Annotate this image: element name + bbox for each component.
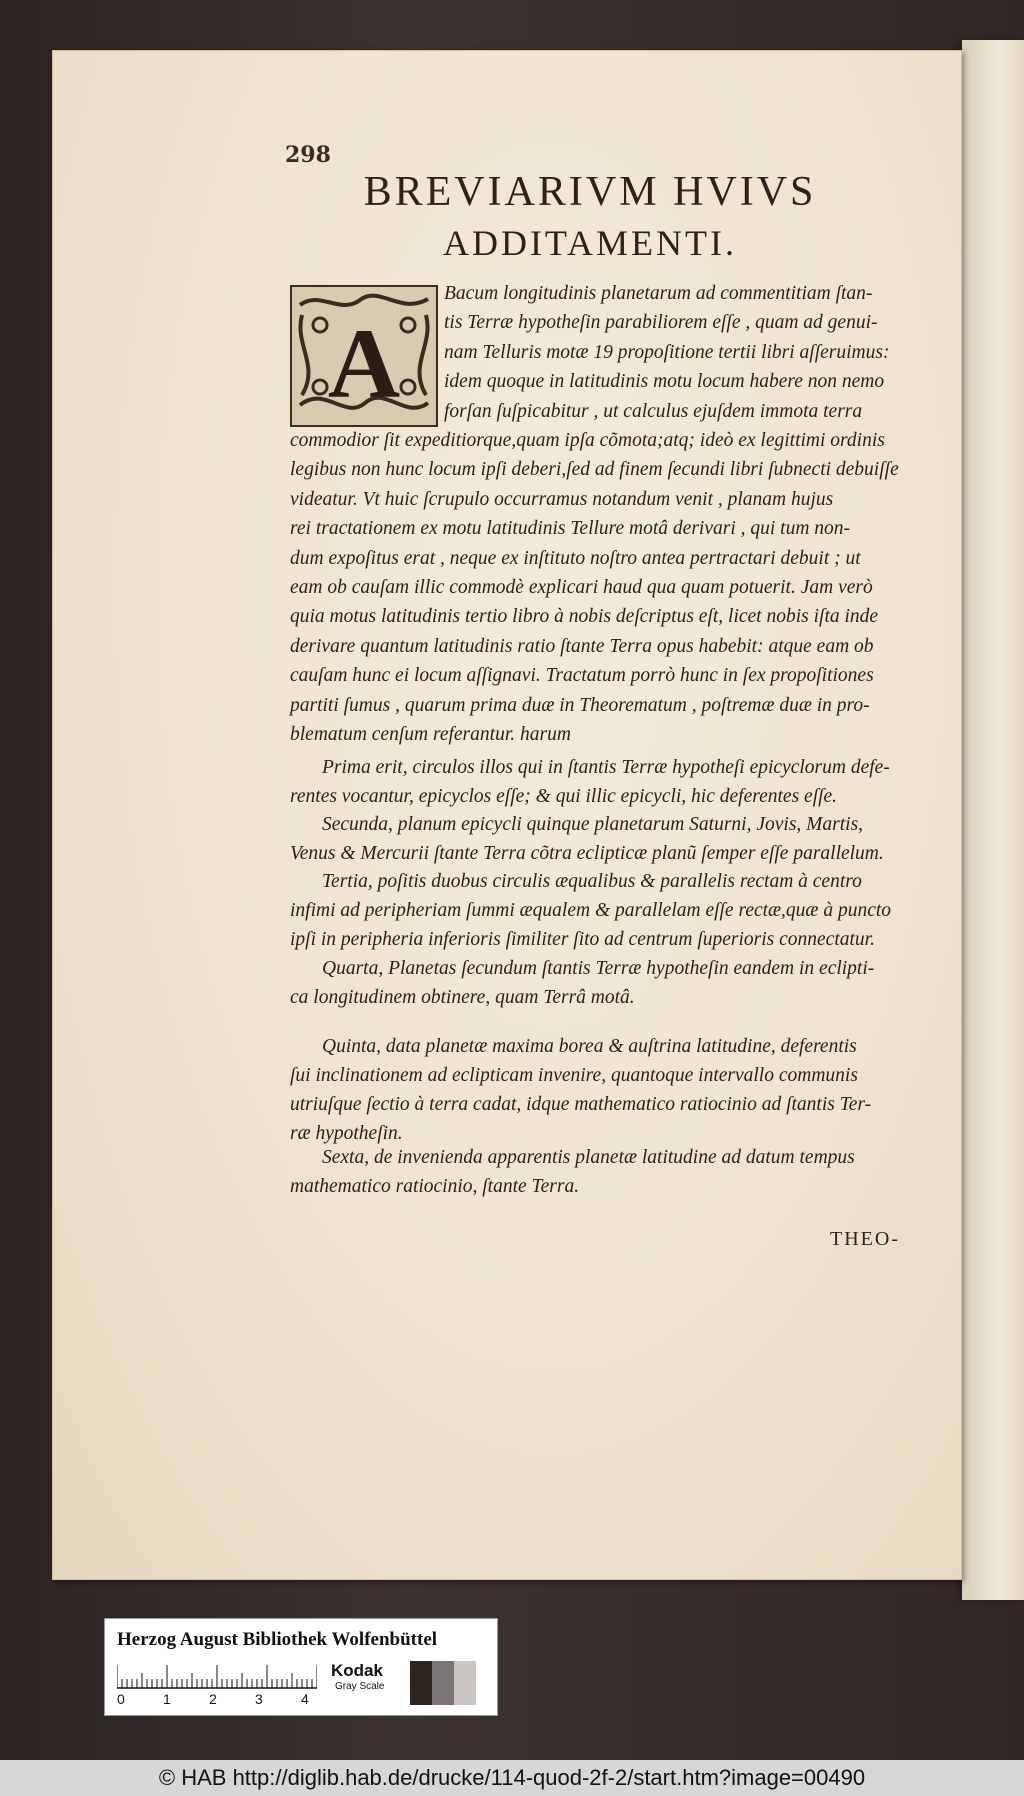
proposition-line: ca longitudinem obtinere, quam Terrâ motâ. xyxy=(290,987,635,1008)
proposition-line: Quinta, data planetæ maxima borea & auſtrina latitudine, deferentis xyxy=(322,1036,857,1057)
proposition-line: Venus & Mercurii ſtante Terra cõtra eclipticæ planũ ſemper eſſe parallelum. xyxy=(290,843,884,864)
text-line: dum expoſitus erat , neque ex inſtituto noſtro antea pertractari debuit ; ut xyxy=(290,547,861,569)
color-card xyxy=(104,1618,498,1716)
text-line: Bacum longitudinis planetarum ad commentitiam ſtan- xyxy=(444,283,873,304)
proposition-line: rentes vocantur, epicyclos eſſe; & qui illic epicycli, hic deferentes eſſe. xyxy=(290,786,838,807)
proposition-line: utriuſque ſectio à terra cadat, idque mathematico ratiocinio ad ſtantis Ter- xyxy=(290,1094,872,1115)
proposition-line: mathematico ratiocinio, ſtante Terra. xyxy=(290,1176,580,1197)
text-line: nam Telluris motæ 19 propoſitione tertii libri aſſeruimus: xyxy=(444,341,890,363)
decorated-initial xyxy=(290,285,438,427)
ruler-number: 0 xyxy=(117,1691,125,1707)
proposition-line: Secunda, planum epicycli quinque planetarum Saturni, Jovis, Martis, xyxy=(322,814,864,835)
proposition-line: Sexta, de invenienda apparentis planetæ latitudine ad datum tempus xyxy=(322,1147,855,1168)
text-line: cauſam hunc ei locum aſſignavi. Tractatum porrò hunc in ſex propoſitiones xyxy=(290,665,874,687)
proposition-line: Prima erit, circulos illos qui in ſtantis Terræ hypotheſi epicyclorum defe- xyxy=(322,757,890,778)
page-number: 298 xyxy=(285,142,331,168)
ruler-scale xyxy=(117,1661,317,1689)
text-line: quia motus latitudinis tertio libro à nobis deſcriptus eſt, licet nobis iſta inde xyxy=(290,606,879,628)
proposition-line: Tertia, poſitis duobus circulis æqualibus & parallelis rectam à centro xyxy=(322,871,862,892)
gray-swatch-light xyxy=(454,1661,476,1705)
ruler-number: 2 xyxy=(209,1691,217,1707)
page-title-line-1: BREVIARIVM HVIVS xyxy=(363,169,817,215)
library-name: Herzog August Bibliothek Wolfenbüttel xyxy=(117,1629,438,1650)
gray-swatch-mid xyxy=(432,1661,454,1705)
ruler-number: 3 xyxy=(255,1691,263,1707)
text-line: rei tractationem ex motu latitudinis Tellure motâ derivari , qui tum non- xyxy=(290,518,851,540)
footer-credit: © HAB http://diglib.hab.de/drucke/114-quod-2f-2/start.htm?image=00490 xyxy=(0,1760,1024,1796)
next-page-edge xyxy=(962,40,1024,1600)
text-line: partiti ſumus , quarum prima duæ in Theorematum , poſtremæ duæ in pro- xyxy=(290,694,870,716)
text-line: blematum cenſum referantur. harum xyxy=(290,724,571,745)
proposition-line: infimi ad peripheriam ſummi æqualem & parallelam eſſe rectæ,quæ à puncto xyxy=(290,900,892,921)
page-title-line-2: ADDITAMENTI. xyxy=(442,223,738,263)
proposition-line: ipſi in peripheria inferioris ſimiliter ſito ad centrum ſuperioris connectatur. xyxy=(290,929,875,950)
proposition-line: Quarta, Planetas ſecundum ſtantis Terræ hypotheſin eandem in eclipti- xyxy=(322,958,875,979)
proposition-line: ræ hypotheſin. xyxy=(290,1123,403,1144)
text-line: derivare quantum latitudinis ratio ſtante Terra opus habebit: atque eam ob xyxy=(290,635,874,657)
text-line: eam ob cauſam illic commodè explicari haud qua quam potuerit. Jam verò xyxy=(290,577,873,598)
text-line: legibus non hunc locum ipſi deberi,ſed ad finem ſecundi libri ſubnecti debuiſſe xyxy=(290,459,899,481)
text-line: videatur. Vt huic ſcrupulo occurramus notandum venit , planam hujus xyxy=(290,488,834,510)
gray-scale-label: Gray Scale xyxy=(335,1681,385,1692)
kodak-logo: Kodak xyxy=(331,1661,383,1680)
text-line: idem quoque in latitudinis motu locum habere non nemo xyxy=(444,371,885,393)
catchword: THEO- xyxy=(830,1228,900,1250)
text-line: forſan ſuſpicabitur , ut calculus ejuſdem immota terra xyxy=(444,400,863,422)
ruler-number: 1 xyxy=(163,1691,171,1707)
text-line: tis Terræ hypotheſin parabiliorem eſſe , quam ad genui- xyxy=(444,312,878,334)
text-line: commodior ſit expeditiorque,quam ipſa cõmota;atq; ideò ex legittimi ordinis xyxy=(290,430,885,451)
initial-letter: A xyxy=(327,308,401,419)
gray-swatch-dark xyxy=(410,1661,432,1705)
ruler-number: 4 xyxy=(301,1691,309,1707)
proposition-line: ſui inclinationem ad eclipticam invenire, quantoque intervallo communis xyxy=(290,1065,858,1086)
